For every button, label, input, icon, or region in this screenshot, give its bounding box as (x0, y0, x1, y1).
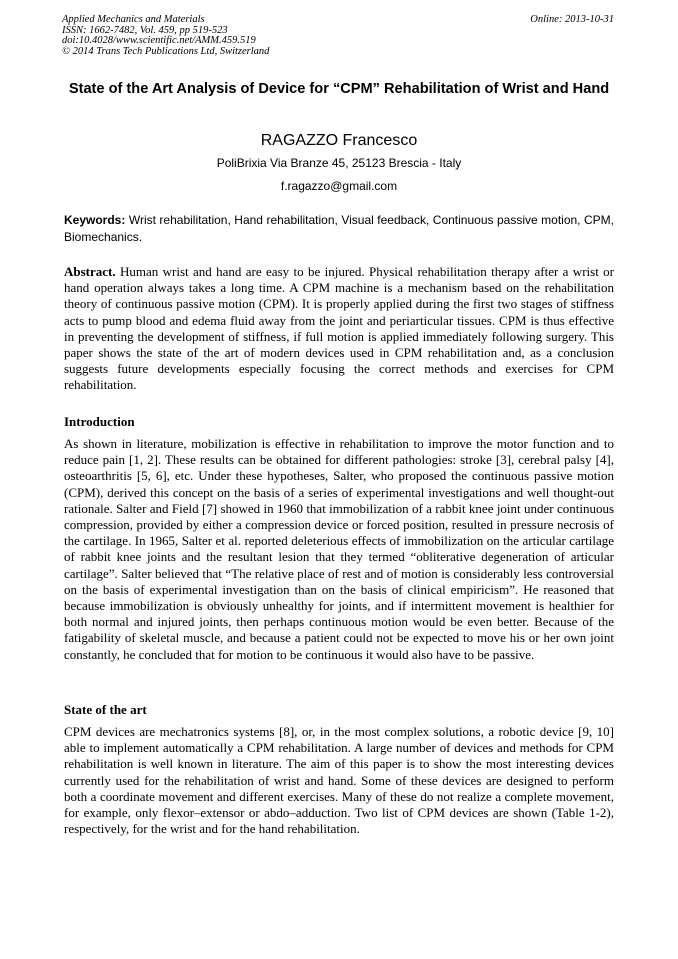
introduction-heading: Introduction (64, 414, 135, 429)
abstract-text: Human wrist and hand are easy to be injured. Physical rehabilitation therapy after a wrist or hand operation always takes a long time. A CPM machine is a mechanism based on the rehabilitation theory of continuous passive motion (CPM). It is properly applied during the first two stages of stiffness acts to pump blood and edema fluid away from the joint and periarticular tissues. CPM is thus effective in preventing the development of stiffness, if full motion is applied immediately following surgery. This paper shows the state of the art of modern devices used in CPM rehabilitation and, as a conclusion suggests future developments especially focusing the correct methods and exercises for CPM rehabilitation. (64, 264, 614, 393)
journal-name: Applied Mechanics and Materials (62, 14, 205, 25)
online-date: Online: 2013-10-31 (530, 14, 614, 25)
journal-header (62, 15, 614, 57)
keywords-block (64, 212, 614, 246)
keywords-label: Keywords: (64, 213, 126, 227)
doi-line: doi:10.4028/www.scientific.net/AMM.459.519 (62, 35, 256, 47)
author-affiliation: PoliBrixia Via Branze 45, 25123 Brescia - Italy (216, 156, 462, 170)
abstract-label: Abstract. (64, 264, 116, 279)
abstract-block (64, 264, 614, 394)
author-email: f.ragazzo@gmail.com (280, 179, 398, 193)
author-name: RAGAZZO Francesco (260, 132, 418, 149)
issn-line: ISSN: 1662-7482, Vol. 459, pp 519-523 (62, 24, 228, 36)
keywords-text: Wrist rehabilitation, Hand rehabilitation, Visual feedback, Continuous passive motion, CPM, Biomechanics. (64, 213, 614, 244)
state-of-art-heading: State of the art (64, 702, 147, 717)
paper-title: State of the Art Analysis of Device for “CPM” Rehabilitation of Wrist and Hand (68, 81, 610, 97)
introduction-text: As shown in literature, mobilization is effective in rehabilitation to improve the motor function and to reduce pain [1, 2]. These results can be obtained for different pathologies: stroke [3], cerebral palsy [4], osteoarthritis [5, 6], etc. Under these hypotheses, Salter, who proposed the continuous passive motion (CPM), derived this concept on the basis of a series of experimental investigations and well thought-out rationale. Salter and Field [7] showed in 1960 that immobilization of a rabbit knee joint under continuous compression, provided by either a compression device or forced position, resulted in pressure necrosis of the cartilage. In 1965, Salter et al. reported deleterious effects of immobilization on the articular cartilage of rabbit knee joints and the resultant lesion that they termed “obliterative degeneration of articular cartilage”. Salter believed that “The relative place of rest and of motion is considerably less controversial on the basis of experimental investigation than on the basis of clinical empiricism”. He reasoned that because immobilization is obviously unhealthy for joints, and if intermittent movement is healthier for both normal and injured joints, then perhaps continuous motion would be even better. Because of the fatigability of skeletal muscle, and because a patient could not be expected to move his or her own joint constantly, he concluded that for motion to be continuous it would also have to be passive. (64, 436, 614, 662)
copyright-line: © 2014 Trans Tech Publications Ltd, Switzerland (62, 45, 270, 57)
state-of-art-text: CPM devices are mechatronics systems [8], or, in the most complex solutions, a robotic device [9, 10] able to implement automatically a CPM rehabilitation. A large number of devices and methods for CPM rehabilitation is well known in literature. The aim of this paper is to show the most interesting devices currently used for the rehabilitation of wrist and hand. Some of these devices are designed to perform both a coordinate movement and different exercises. Many of these do not realize a complete movement, for example, only flexor–extensor or abdo–adduction. Two list of CPM devices are shown (Table 1-2), respectively, for the wrist and for the hand rehabilitation. (64, 724, 614, 837)
